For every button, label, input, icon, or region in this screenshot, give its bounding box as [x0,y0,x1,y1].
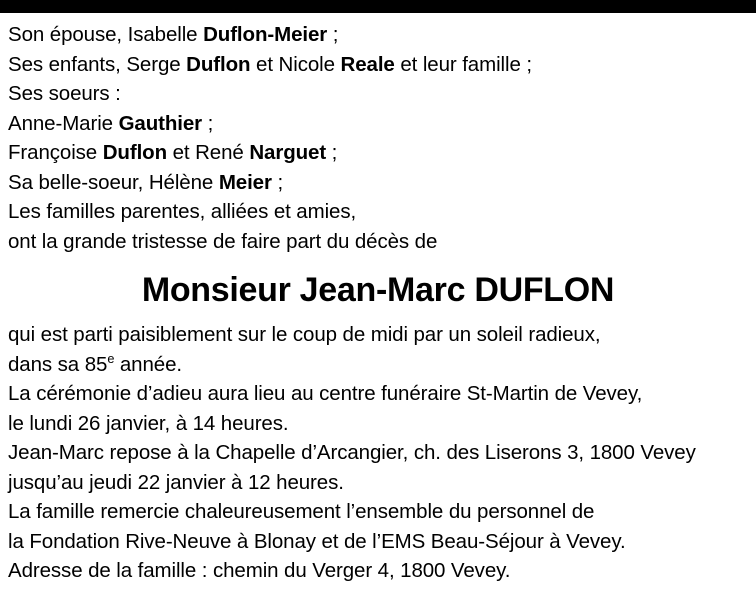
family-name: Narguet [249,141,327,164]
detail-line: La cérémonie d’adieu aura lieu au centre funéraire St-Martin de Vevey, [8,382,643,405]
survivor-line: Son épouse, Isabelle Duflon-Meier ; [8,23,339,46]
top-black-rule [0,0,756,13]
deceased-name: Monsieur Jean-Marc DUFLON [141,271,615,309]
survivor-line: Ses enfants, Serge Duflon et Nicole Reale et leur famille ; [8,52,532,76]
survivors-block [8,20,748,256]
detail-line: le lundi 26 janvier, à 14 heures. [8,411,289,435]
details-block [8,320,748,586]
detail-line: Jean-Marc repose à la Chapelle d’Arcangier, ch. des Liserons 3, 1800 Vevey [8,441,696,464]
detail-line: la Fondation Rive-Neuve à Blonay et de l’EMS Beau-Séjour à Vevey. [8,529,626,553]
survivor-line: ont la grande tristesse de faire part du décès de [8,229,438,253]
detail-line: La famille remercie chaleureusement l’ensemble du personnel de [8,500,595,523]
family-name: Reale [340,52,395,76]
family-name: Duflon-Meier [203,23,328,46]
family-name: Duflon [102,141,168,164]
detail-line: qui est parti paisiblement sur le coup de midi par un soleil radieux, [8,323,601,346]
detail-line: dans sa 85e année. [8,350,182,376]
family-name: Duflon [186,52,251,76]
survivor-line: Sa belle-soeur, Hélène Meier ; [8,170,284,194]
detail-line: jusqu’au jeudi 22 janvier à 12 heures. [8,470,344,494]
survivor-line: Ses soeurs : [8,82,121,105]
survivor-line: Les familles parentes, alliées et amies, [8,200,357,223]
notice-body [0,13,756,586]
detail-line: Adresse de la famille : chemin du Verger 4, 1800 Vevey. [8,559,511,582]
family-name: Meier [218,170,272,194]
family-name: Gauthier [118,111,203,135]
survivor-line: Françoise Duflon et René Narguet ; [8,141,338,164]
survivor-line: Anne-Marie Gauthier ; [8,111,214,135]
